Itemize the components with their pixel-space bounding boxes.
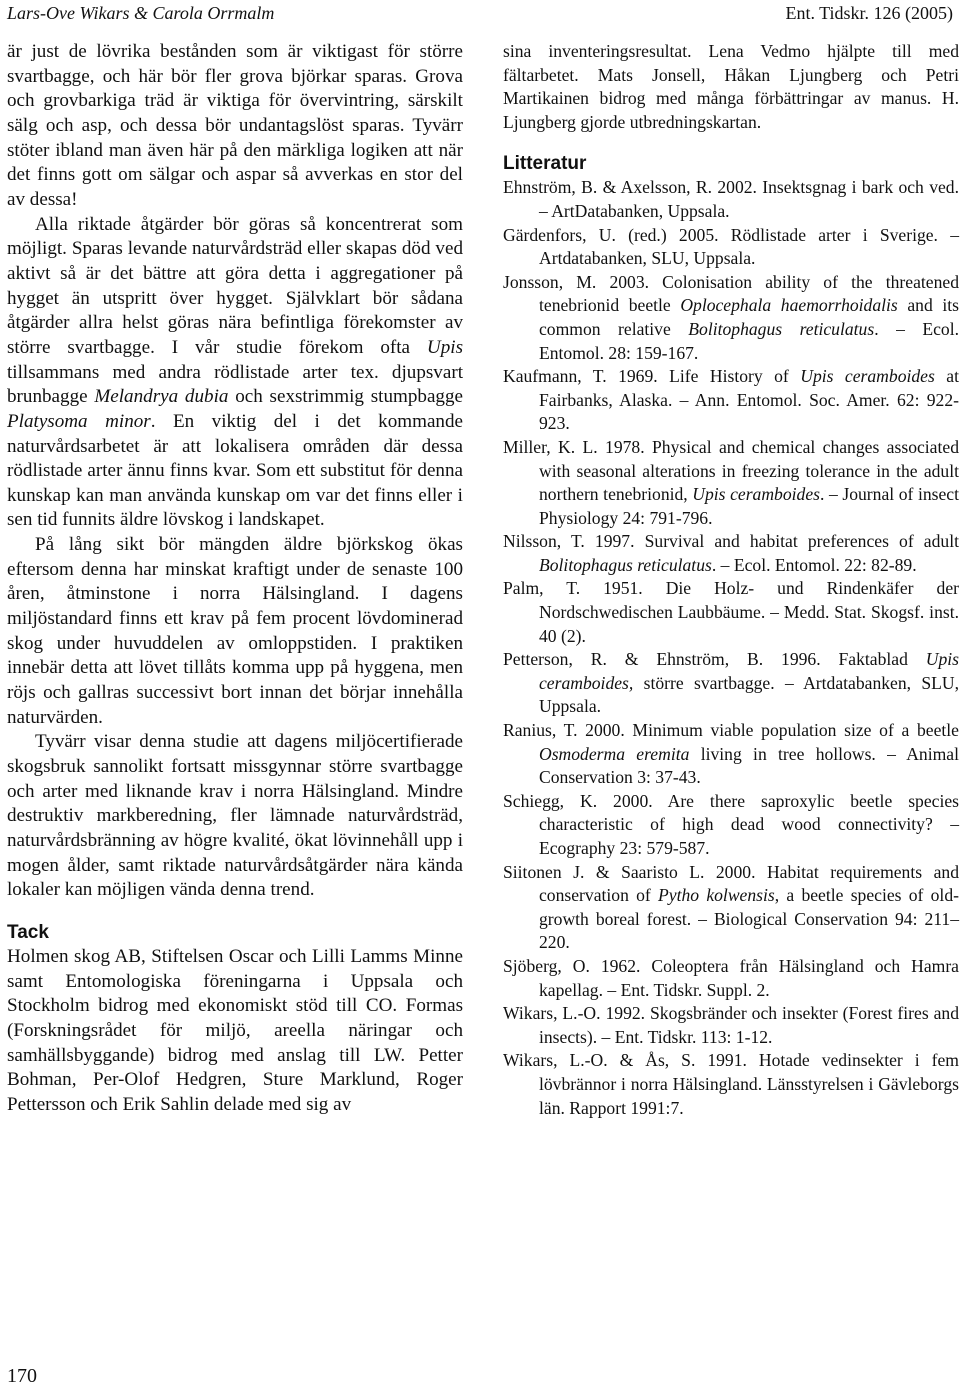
- reference-item: Ranius, T. 2000. Minimum viable population size of a beetle Osmoderma eremita living in tree hollows. – Animal Conservation 3: 37-43.: [503, 720, 960, 788]
- reference-item: Wikars, L.-O. & Ås, S. 1991. Hotade vedinsekter i fem lövbrännor i norra Hälsingland. Länsstyrelsen i Gävleborgs län. Rapport 1991:7.: [503, 1050, 959, 1118]
- reference-item: Schiegg, K. 2000. Are there saproxylic beetle species characteristic of high dead wood connectivity? – Ecography 23: 579-587.: [503, 790, 959, 858]
- running-header-journal: Ent. Tidskr. 126 (2005): [785, 3, 953, 23]
- reference-item: Wikars, L.-O. 1992. Skogsbränder och insekter (Forest fires and insects). – Ent. Tidskr. 113: 1-12.: [503, 1003, 959, 1047]
- reference-item: Petterson, R. & Ehnström, B. 1996. Faktablad Upis ceramboides, större svartbagge. – Artdatabanken, SLU, Uppsala.: [503, 649, 959, 717]
- body-paragraph: På lång sikt bör mängden äldre björkskog ökas eftersom denna har minskat kraftigt under de senaste 100 åren, åtminstone i norra Hälsingland. I dagens miljöstandard finns ett krav på fem procent lövdominerad skog under huvuddelen av omloppstiden. I praktiken innebär detta att lövet tillåts komma upp på hyggena, men röjs och gallras successivt bort innan det börjar innehålla naturvärden.: [7, 534, 463, 728]
- reference-item: Sjöberg, O. 1962. Coleoptera från Hälsingland och Hamra kapellag. – Ent. Tidskr. Suppl. 2.: [503, 955, 959, 1000]
- page-number: 170: [7, 1365, 37, 1387]
- reference-item: Palm, T. 1951. Die Holz- und Rindenkäfer der Nordschwedischen Laubbäume. – Medd. Stat. Skogsf. inst. 40 (2).: [503, 578, 959, 646]
- reference-item: Ehnström, B. & Axelsson, R. 2002. Insektsgnag i bark och ved. – ArtDatabanken, Uppsala.: [503, 177, 959, 221]
- reference-item: Jonsson, M. 2003. Colonisation ability of the threatened tenebrionid beetle Oplocephala haemorrhoidalis and its common relative Bolitophagus reticulatus. – Ecol. Entomol. 28: 159-167.: [503, 271, 959, 363]
- body-paragraph: Tyvärr visar denna studie att dagens miljöcertifierade skogsbruk sannolikt fortsatt missgynnar större svartbagge och arter med liknande krav i norra Hälsingland. Mindre destruktiv markberedning, fler lämnade naturvårdsträd, naturvårdsbränning av högre kvalité, ökat lövinnehåll upp i mogen ålder, samt riktade naturvårdsåtgärder nära kända lokaler kan möjligen vända denna trend.: [7, 731, 463, 901]
- reference-item: Kaufmann, T. 1969. Life History of Upis ceramboides at Fairbanks, Alaska. – Ann. Entomol. Soc. Amer. 62: 922-923.: [503, 366, 959, 434]
- reference-item: Nilsson, T. 1997. Survival and habitat preferences of adult Bolitophagus reticulatus. – Ecol. Entomol. 22: 82-89.: [503, 531, 959, 575]
- right-column: [503, 40, 959, 1120]
- reference-item: Gärdenfors, U. (red.) 2005. Rödlistade arter i Sverige. – Artdatabanken, SLU, Uppsala.: [503, 224, 959, 269]
- acknowledgements-continued: sina inventeringsresultat. Lena Vedmo hjälpte till med fältarbetet. Mats Jonsell, Håkan Ljungberg och Petri Martikainen bidrog med många förbättringar av manus. H. Ljungberg gjorde utbredningskartan.: [503, 41, 959, 132]
- body-paragraph: Alla riktade åtgärder bör göras så koncentrerat som möjligt. Sparas levande naturvårdsträd eller skapas död ved aktivt så är det bättre att göra detta i aggregationer på hygget än utspritt över hygget. Självklart bör sådana åtgärder allra helst göras nära befintliga förekomster av större svartbagge. I vår studie förekom ofta Upis tillsammans med andra rödlistade arter tex. djupsvart brunbagge Melandrya dubia och sexstrimmig stumpbagge Platysoma minor. En viktig del i det kommande naturvårdsarbetet är att lokalisera områden där dessa rödlistade arter ännu finns kvar. Som ett substitut för denna kunskap kan man använda kunskap om var det finns eller i sen tid funnits äldre lövskog i landskapet.: [7, 213, 463, 531]
- references-heading: Litteratur: [503, 153, 587, 175]
- reference-list: [503, 176, 959, 1120]
- acknowledgements-text: Holmen skog AB, Stiftelsen Oscar och Lilli Lamms Minne samt Entomologiska föreningarna i Uppsala och Stockholm bidrog med ekonomiskt stöd till CO. Formas (Forskningsrådet för miljö, areella näringar och samhällsbyggande) bidrog med anslag till LW. Petter Bohman, Per-Olof Hedgren, Sture Marklund, Roger Pettersson och Erik Sahlin delade med sig av: [7, 945, 463, 1115]
- body-paragraph: är just de lövrika bestånden som är viktigast för större svartbagge, och här bör fler grova björkar sparas. Grova och grovbarkiga träd är viktiga för övervintring, särskilt sälg och asp, och dessa bör undantagslöst sparas. Tyvärr stöter ibland man även här på den märkliga logiken att när det finns gott om sälgar och aspar så avverkas en stor del av dessa!: [7, 41, 463, 210]
- reference-item: Miller, K. L. 1978. Physical and chemical changes associated with seasonal alterations in freezing tolerance in the adult northern tenebrionid, Upis ceramboides. – Journal of insect Physiology 24: 791-796.: [503, 436, 959, 528]
- running-header-authors: Lars-Ove Wikars & Carola Orrmalm: [7, 3, 275, 23]
- reference-item: Siitonen J. & Saaristo L. 2000. Habitat requirements and conservation of Pytho kolwensis, a beetle species of old-growth boreal forest. – Biological Conservation 94: 211–220.: [503, 861, 959, 953]
- acknowledgements-heading: Tack: [7, 921, 49, 943]
- left-column: [7, 40, 463, 1118]
